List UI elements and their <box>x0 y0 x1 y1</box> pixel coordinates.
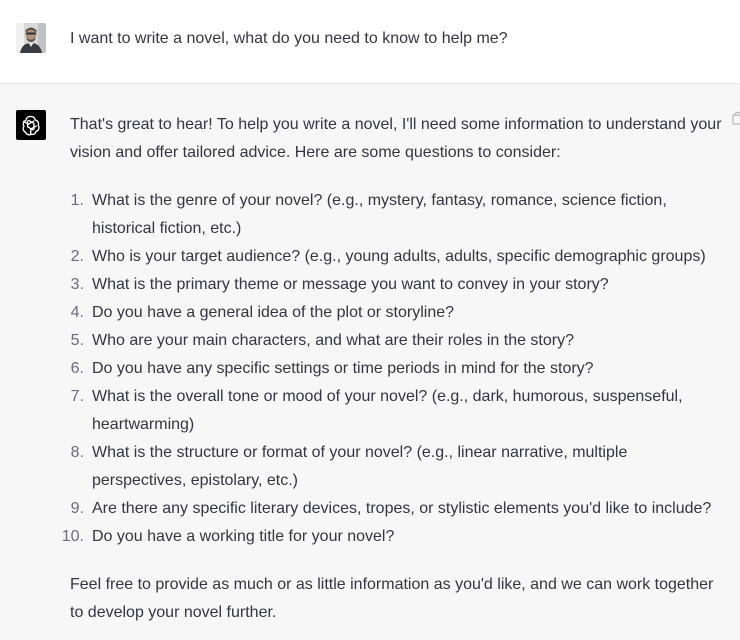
user-message <box>0 0 740 84</box>
question-list-item <box>70 495 726 523</box>
question-text: Do you have a working title for your novel? <box>92 528 395 545</box>
question-list-item <box>70 243 726 271</box>
user-photo-avatar-icon <box>16 23 46 53</box>
question-list-item <box>70 271 726 299</box>
copy-icon[interactable] <box>732 111 740 125</box>
assistant-message-content <box>61 111 726 627</box>
question-number: 3. <box>70 276 84 293</box>
question-number: 4. <box>70 304 84 321</box>
question-text: What is the primary theme or message you want to convey in your story? <box>92 276 609 293</box>
assistant-outro-text: Feel free to provide as much or as little information as you'd like, and we can work together to develop your novel further. <box>70 576 714 621</box>
question-number: 2. <box>70 248 84 265</box>
question-text: Who is your target audience? (e.g., young adults, adults, specific demographic groups) <box>92 248 706 265</box>
question-text: Who are your main characters, and what are their roles in the story? <box>92 332 574 349</box>
question-list-item <box>70 327 726 355</box>
question-text: What is the genre of your novel? (e.g., mystery, fantasy, romance, science fiction, historical fiction, etc.) <box>92 192 667 237</box>
question-number: 10. <box>61 528 84 545</box>
question-list-item <box>70 355 726 383</box>
question-text: What is the structure or format of your novel? (e.g., linear narrative, multiple perspectives, epistolary, etc.) <box>92 444 628 489</box>
question-number: 7. <box>70 388 84 405</box>
user-message-text: I want to write a novel, what do you need to know to help me? <box>70 30 508 47</box>
question-list <box>61 187 726 551</box>
question-number: 5. <box>70 332 84 349</box>
question-text: What is the overall tone or mood of your novel? (e.g., dark, humorous, suspenseful, heartwarming) <box>92 388 683 433</box>
question-text: Do you have any specific settings or time periods in mind for the story? <box>92 360 594 377</box>
assistant-message <box>0 84 740 640</box>
question-number: 9. <box>70 500 84 517</box>
question-list-item <box>70 439 726 495</box>
question-list-item <box>61 523 726 551</box>
question-number: 6. <box>70 360 84 377</box>
question-text: Are there any specific literary devices, tropes, or stylistic elements you'd like to include? <box>92 500 712 517</box>
question-text: Do you have a general idea of the plot or storyline? <box>92 304 455 321</box>
question-list-item <box>70 299 726 327</box>
question-number: 1. <box>70 192 84 209</box>
question-list-item <box>70 383 726 439</box>
question-list-item <box>70 187 726 243</box>
assistant-avatar <box>16 110 46 140</box>
question-number: 8. <box>70 444 84 461</box>
user-avatar <box>16 23 46 53</box>
openai-logo-icon <box>20 114 42 136</box>
assistant-intro-text: That's great to hear! To help you write a novel, I'll need some information to understand your vision and offer tailored advice. Here are some questions to consider: <box>70 116 722 161</box>
